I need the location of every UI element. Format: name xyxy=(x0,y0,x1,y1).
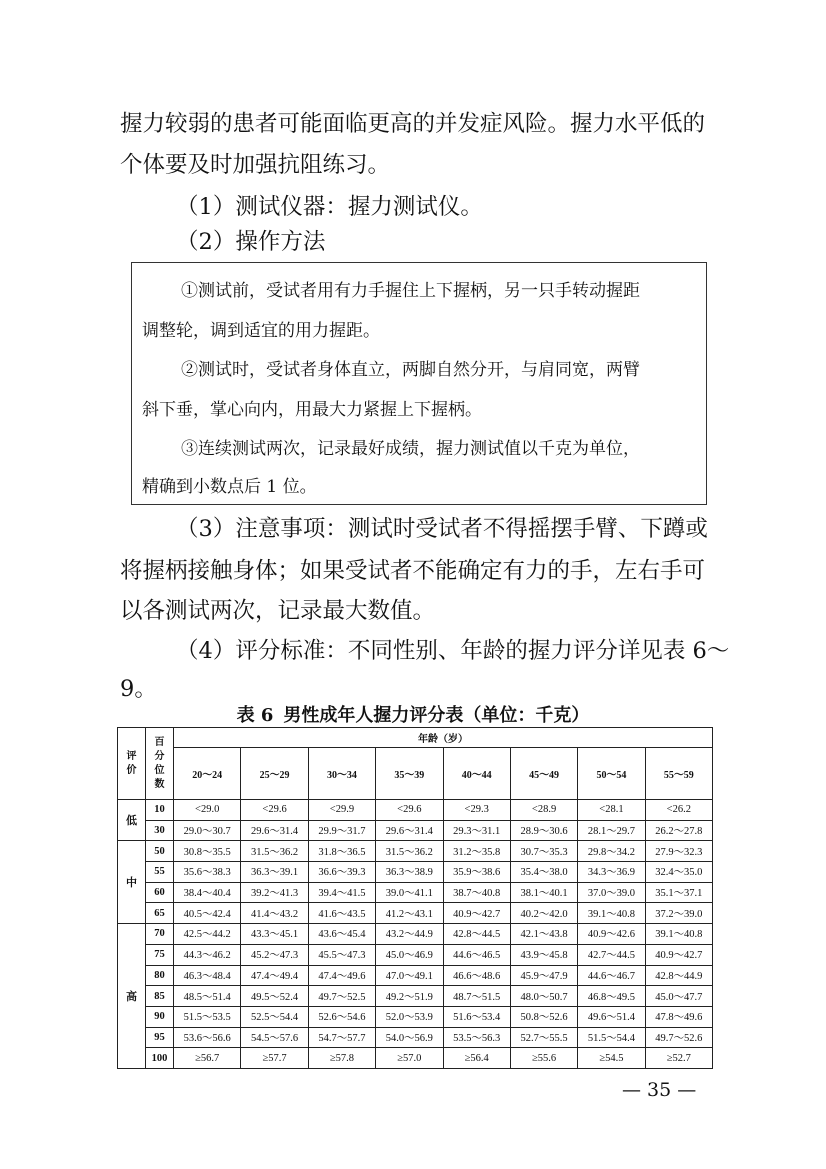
value-cell: <29.3 xyxy=(443,800,510,821)
value-cell: ≥56.4 xyxy=(443,1048,510,1069)
percentile-cell: 30 xyxy=(146,820,174,841)
age-group-header: 55～59 xyxy=(645,748,712,800)
value-cell: 44.6～46.5 xyxy=(443,944,510,965)
value-cell: 39.0～41.1 xyxy=(376,882,443,903)
step1-line: ①测试前，受试者用有力手握住上下握柄，另一只手转动握距 xyxy=(181,281,640,301)
value-cell: 49.5～52.4 xyxy=(241,986,308,1007)
step3-line: ③连续测试两次，记录最好成绩，握力测试值以千克为单位， xyxy=(181,439,640,459)
value-cell: 45.5～47.3 xyxy=(308,944,375,965)
age-group-header: 40～44 xyxy=(443,748,510,800)
value-cell: 52.5～54.4 xyxy=(241,1006,308,1027)
value-cell: 43.3～45.1 xyxy=(241,924,308,945)
value-cell: ≥57.7 xyxy=(241,1048,308,1069)
rating-level: 低 xyxy=(118,800,146,841)
score-line: 9。 xyxy=(120,676,157,702)
percentile-cell: 90 xyxy=(146,1006,174,1027)
value-cell: 45.0～46.9 xyxy=(376,944,443,965)
value-cell: <28.9 xyxy=(510,800,577,821)
value-cell: 41.4～43.2 xyxy=(241,903,308,924)
table-row xyxy=(118,820,713,841)
value-cell: ≥56.7 xyxy=(174,1048,241,1069)
value-cell: 40.9～42.7 xyxy=(645,944,712,965)
value-cell: 52.0～53.9 xyxy=(376,1006,443,1027)
value-cell: ≥54.5 xyxy=(578,1048,645,1069)
value-cell: 52.7～55.5 xyxy=(510,1027,577,1048)
value-cell: 43.6～45.4 xyxy=(308,924,375,945)
value-cell: 40.9～42.7 xyxy=(443,903,510,924)
value-cell: 47.0～49.1 xyxy=(376,965,443,986)
value-cell: 39.1～40.8 xyxy=(645,924,712,945)
table-row xyxy=(118,1027,713,1048)
value-cell: 36.6～39.3 xyxy=(308,862,375,883)
value-cell: 52.6～54.6 xyxy=(308,1006,375,1027)
value-cell: <29.6 xyxy=(376,800,443,821)
table-title: 男性成年人握力评分表（单位：千克） xyxy=(283,705,590,726)
value-cell: 40.5～42.4 xyxy=(174,903,241,924)
value-cell: 50.8～52.6 xyxy=(510,1006,577,1027)
value-cell: 30.8～35.5 xyxy=(174,841,241,862)
value-cell: 45.9～47.9 xyxy=(510,965,577,986)
step3-line: 精确到小数点后 1 位。 xyxy=(142,477,317,497)
percentile-cell: 65 xyxy=(146,903,174,924)
value-cell: 29.0～30.7 xyxy=(174,820,241,841)
value-cell: 47.4～49.6 xyxy=(308,965,375,986)
age-group-header: 35～39 xyxy=(376,748,443,800)
value-cell: 44.6～46.7 xyxy=(578,965,645,986)
value-cell: 42.8～44.5 xyxy=(443,924,510,945)
value-cell: 51.6～53.4 xyxy=(443,1006,510,1027)
rating-level: 高 xyxy=(118,924,146,1069)
value-cell: 31.5～36.2 xyxy=(241,841,308,862)
value-cell: <29.6 xyxy=(241,800,308,821)
value-cell: <29.0 xyxy=(174,800,241,821)
value-cell: 39.4～41.5 xyxy=(308,882,375,903)
page-number: — 35 — xyxy=(622,1079,697,1101)
note-line: 将握柄接触身体；如果受试者不能确定有力的手，左右手可 xyxy=(120,558,706,584)
value-cell: 31.5～36.2 xyxy=(376,841,443,862)
value-cell: 51.5～53.5 xyxy=(174,1006,241,1027)
age-group-header: 50～54 xyxy=(578,748,645,800)
table-row xyxy=(118,800,713,821)
value-cell: 29.3～31.1 xyxy=(443,820,510,841)
value-cell: 49.7～52.6 xyxy=(645,1027,712,1048)
value-cell: 45.0～47.7 xyxy=(645,986,712,1007)
table-row xyxy=(118,924,713,945)
value-cell: 29.6～31.4 xyxy=(241,820,308,841)
age-group-header: 25～29 xyxy=(241,748,308,800)
value-cell: ≥52.7 xyxy=(645,1048,712,1069)
note-line: 以各测试两次，记录最大数值。 xyxy=(120,598,436,624)
value-cell: 29.9～31.7 xyxy=(308,820,375,841)
step2-line: ②测试时，受试者身体直立，两脚自然分开，与肩同宽，两臂 xyxy=(181,360,640,380)
value-cell: 53.6～56.6 xyxy=(174,1027,241,1048)
value-cell: 47.4～49.4 xyxy=(241,965,308,986)
value-cell: 48.5～51.4 xyxy=(174,986,241,1007)
value-cell: 49.6～51.4 xyxy=(578,1006,645,1027)
value-cell: 54.7～57.7 xyxy=(308,1027,375,1048)
percentile-cell: 10 xyxy=(146,800,174,821)
score-line: （4）评分标准：不同性别、年龄的握力评分详见表 6～ xyxy=(176,638,730,664)
rating-level: 中 xyxy=(118,841,146,924)
value-cell: ≥57.0 xyxy=(376,1048,443,1069)
value-cell: 49.2～51.9 xyxy=(376,986,443,1007)
value-cell: <26.2 xyxy=(645,800,712,821)
value-cell: 34.3～36.9 xyxy=(578,862,645,883)
value-cell: 53.5～56.3 xyxy=(443,1027,510,1048)
age-group-header: 45～49 xyxy=(510,748,577,800)
step1-line: 调整轮，调到适宜的用力握距。 xyxy=(142,321,380,341)
table-caption xyxy=(0,702,826,730)
value-cell: 43.2～44.9 xyxy=(376,924,443,945)
note-line: （3）注意事项：测试时受试者不得摇摆手臂、下蹲或 xyxy=(176,516,708,542)
method-box xyxy=(131,262,707,505)
value-cell: 37.2～39.0 xyxy=(645,903,712,924)
method-heading: （2）操作方法 xyxy=(176,229,326,255)
value-cell: 42.7～44.5 xyxy=(578,944,645,965)
value-cell: 49.7～52.5 xyxy=(308,986,375,1007)
value-cell: 35.4～38.0 xyxy=(510,862,577,883)
percentile-cell: 85 xyxy=(146,986,174,1007)
table-row xyxy=(118,862,713,883)
value-cell: 36.3～39.1 xyxy=(241,862,308,883)
value-cell: 46.6～48.6 xyxy=(443,965,510,986)
step2-line: 斜下垂，掌心向内，用最大力紧握上下握柄。 xyxy=(142,400,482,420)
value-cell: <28.1 xyxy=(578,800,645,821)
table-row xyxy=(118,841,713,862)
value-cell: 38.4～40.4 xyxy=(174,882,241,903)
value-cell: ≥55.6 xyxy=(510,1048,577,1069)
value-cell: 27.9～32.3 xyxy=(645,841,712,862)
value-cell: 39.2～41.3 xyxy=(241,882,308,903)
value-cell: 39.1～40.8 xyxy=(578,903,645,924)
value-cell: 29.8～34.2 xyxy=(578,841,645,862)
percentile-cell: 75 xyxy=(146,944,174,965)
table-row xyxy=(118,903,713,924)
percentile-cell: 80 xyxy=(146,965,174,986)
paragraph-line: 握力较弱的患者可能面临更高的并发症风险。握力水平低的 xyxy=(120,111,706,137)
value-cell: 35.6～38.3 xyxy=(174,862,241,883)
value-cell: 38.7～40.8 xyxy=(443,882,510,903)
value-cell: 47.8～49.6 xyxy=(645,1006,712,1027)
value-cell: 31.8～36.5 xyxy=(308,841,375,862)
value-cell: 46.8～49.5 xyxy=(578,986,645,1007)
table-row xyxy=(118,944,713,965)
table-row xyxy=(118,1006,713,1027)
value-cell: 38.1～40.1 xyxy=(510,882,577,903)
instrument-line: （1）测试仪器：握力测试仪。 xyxy=(176,194,483,220)
value-cell: 48.0～50.7 xyxy=(510,986,577,1007)
value-cell: 51.5～54.4 xyxy=(578,1027,645,1048)
value-cell: 41.2～43.1 xyxy=(376,903,443,924)
value-cell: 42.5～44.2 xyxy=(174,924,241,945)
value-cell: 35.9～38.6 xyxy=(443,862,510,883)
value-cell: 45.2～47.3 xyxy=(241,944,308,965)
value-cell: 40.9～42.6 xyxy=(578,924,645,945)
value-cell: 28.1～29.7 xyxy=(578,820,645,841)
paragraph-line: 个体要及时加强抗阻练习。 xyxy=(120,152,391,178)
age-group-header: 20～24 xyxy=(174,748,241,800)
percentile-header: 百分位数 xyxy=(146,728,174,800)
value-cell: <29.9 xyxy=(308,800,375,821)
value-cell: 44.3～46.2 xyxy=(174,944,241,965)
value-cell: 41.6～43.5 xyxy=(308,903,375,924)
table-row xyxy=(118,882,713,903)
value-cell: 30.7～35.3 xyxy=(510,841,577,862)
age-header: 年龄（岁） xyxy=(174,728,713,748)
value-cell: 54.5～57.6 xyxy=(241,1027,308,1048)
rating-header: 评价 xyxy=(118,728,146,800)
value-cell: 54.0～56.9 xyxy=(376,1027,443,1048)
value-cell: 43.9～45.8 xyxy=(510,944,577,965)
table-number: 表 6 xyxy=(236,705,274,726)
percentile-cell: 60 xyxy=(146,882,174,903)
value-cell: 29.6～31.4 xyxy=(376,820,443,841)
percentile-cell: 55 xyxy=(146,862,174,883)
value-cell: 28.9～30.6 xyxy=(510,820,577,841)
table-row xyxy=(118,965,713,986)
value-cell: 48.7～51.5 xyxy=(443,986,510,1007)
percentile-cell: 70 xyxy=(146,924,174,945)
percentile-cell: 50 xyxy=(146,841,174,862)
value-cell: 26.2～27.8 xyxy=(645,820,712,841)
value-cell: 40.2～42.0 xyxy=(510,903,577,924)
grip-strength-table xyxy=(117,727,713,1069)
table-row xyxy=(118,986,713,1007)
value-cell: 35.1～37.1 xyxy=(645,882,712,903)
value-cell: 36.3～38.9 xyxy=(376,862,443,883)
value-cell: 46.3～48.4 xyxy=(174,965,241,986)
percentile-cell: 95 xyxy=(146,1027,174,1048)
value-cell: ≥57.8 xyxy=(308,1048,375,1069)
value-cell: 32.4～35.0 xyxy=(645,862,712,883)
table-row xyxy=(118,1048,713,1069)
value-cell: 42.1～43.8 xyxy=(510,924,577,945)
percentile-cell: 100 xyxy=(146,1048,174,1069)
value-cell: 37.0～39.0 xyxy=(578,882,645,903)
value-cell: 42.8～44.9 xyxy=(645,965,712,986)
age-group-header: 30～34 xyxy=(308,748,375,800)
value-cell: 31.2～35.8 xyxy=(443,841,510,862)
